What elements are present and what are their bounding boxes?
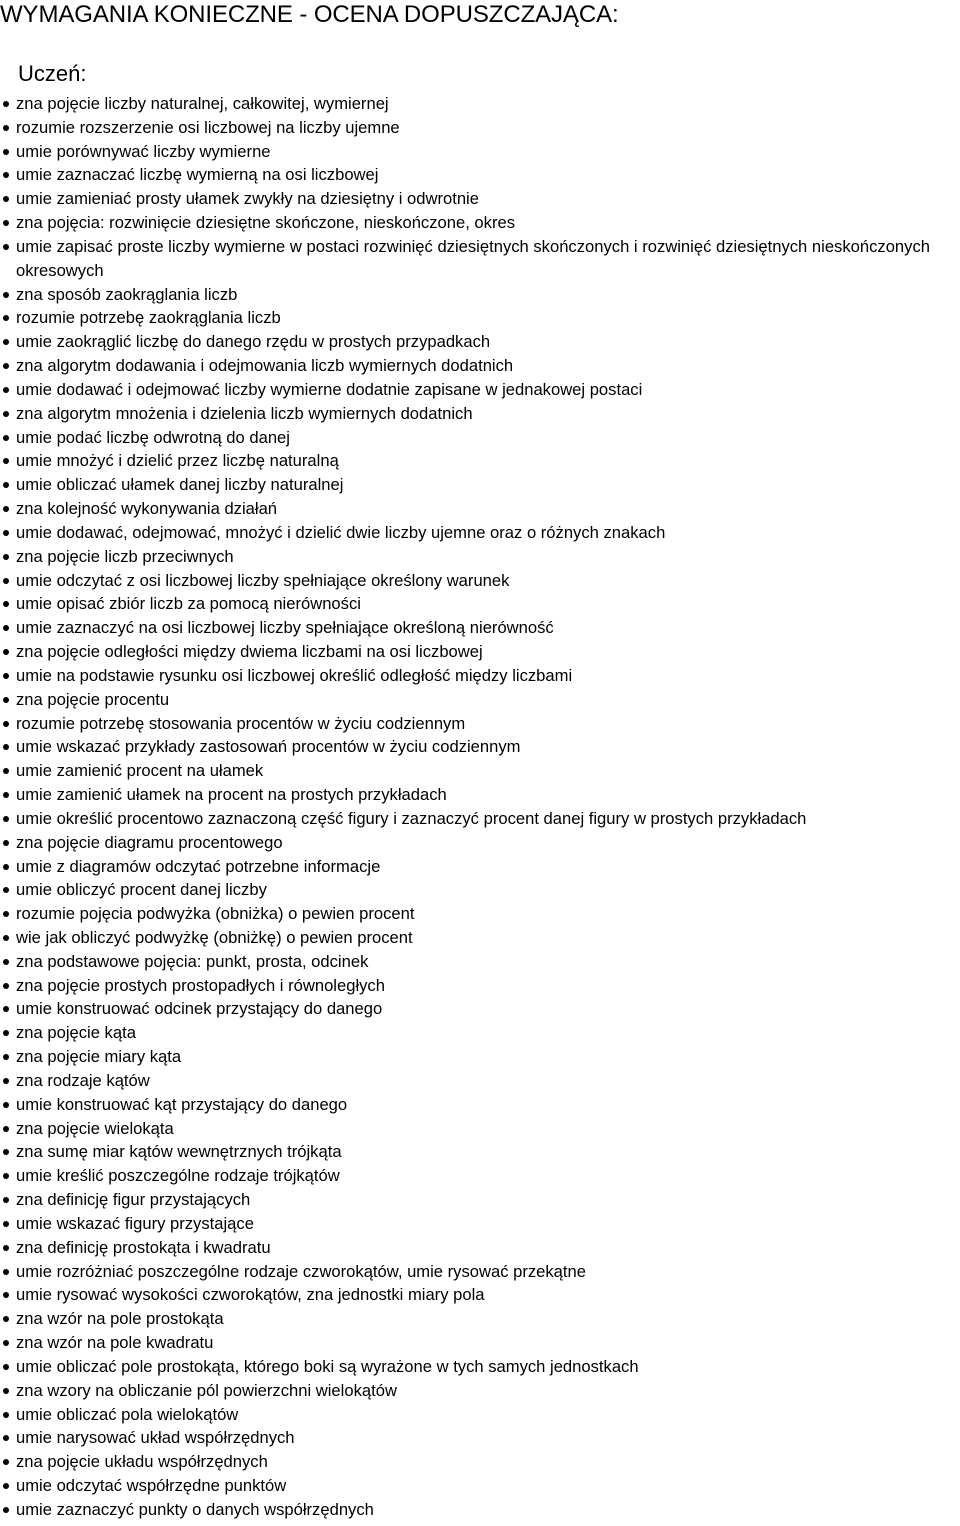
list-item <box>0 616 960 640</box>
bullet-icon <box>3 959 9 965</box>
list-item <box>0 640 960 664</box>
list-item-text: rozumie pojęcia podwyżka (obniżka) o pewien procent <box>16 904 415 924</box>
bullet-icon <box>3 149 9 155</box>
list-item-text: umie podać liczbę odwrotną do danej <box>16 427 290 447</box>
list-item <box>0 426 960 450</box>
list-item-text: umie obliczyć procent danej liczby <box>16 880 267 900</box>
list-item <box>0 306 960 330</box>
list-item-text: zna pojęcie układu współrzędnych <box>16 1452 268 1472</box>
list-item-text: zna pojęcie prostych prostopadłych i równoległych <box>16 975 385 995</box>
list-item <box>0 1474 960 1498</box>
list-item <box>0 1045 960 1069</box>
list-item <box>0 712 960 736</box>
list-item <box>0 187 960 211</box>
list-item <box>0 831 960 855</box>
list-item-text: zna sumę miar kątów wewnętrznych trójkąta <box>16 1142 342 1162</box>
list-item-text: umie kreślić poszczególne rodzaje trójkątów <box>16 1166 340 1186</box>
list-item <box>0 1093 960 1117</box>
list-item-text: umie dodawać, odejmować, mnożyć i dzielić dwie liczby ujemne oraz o różnych znakach <box>16 522 666 542</box>
list-item-text: zna algorytm mnożenia i dzielenia liczb wymiernych dodatnich <box>16 403 473 423</box>
requirements-list <box>0 92 960 1522</box>
bullet-icon <box>3 125 9 131</box>
list-item <box>0 1021 960 1045</box>
bullet-icon <box>3 101 9 107</box>
list-item-text: zna pojęcie liczb przeciwnych <box>16 546 234 566</box>
bullet-icon <box>3 244 9 250</box>
list-item <box>0 1283 960 1307</box>
list-item <box>0 759 960 783</box>
list-item-text: umie zaznaczyć na osi liczbowej liczby spełniające określoną nierówność <box>16 618 554 638</box>
list-item-text: umie obliczać pole prostokąta, którego boki są wyrażone w tych samych jednostkach <box>16 1356 639 1376</box>
list-item <box>0 402 960 426</box>
list-item-text: zna definicję figur przystających <box>16 1190 251 1210</box>
bullet-icon <box>3 435 9 441</box>
list-item <box>0 735 960 759</box>
list-item-text: zna rodzaje kątów <box>16 1070 150 1090</box>
list-item <box>0 497 960 521</box>
list-item-text: umie zamienić ułamek na procent na prostych przykładach <box>16 785 447 805</box>
bullet-icon <box>3 554 9 560</box>
list-item-text: zna pojęcie kąta <box>16 1023 136 1043</box>
list-item-text: rozumie rozszerzenie osi liczbowej na liczby ujemne <box>16 117 400 137</box>
list-item <box>0 807 960 831</box>
list-item-text: rozumie potrzebę stosowania procentów w życiu codziennym <box>16 713 466 733</box>
bullet-icon <box>3 935 9 941</box>
list-item <box>0 950 960 974</box>
bullet-icon <box>3 816 9 822</box>
list-item <box>0 1188 960 1212</box>
bullet-icon <box>3 1221 9 1227</box>
list-item <box>0 1212 960 1236</box>
list-item-text: umie narysować układ współrzędnych <box>16 1428 295 1448</box>
list-item-text: umie porównywać liczby wymierne <box>16 141 271 161</box>
list-item <box>0 354 960 378</box>
list-item <box>0 1307 960 1331</box>
bullet-icon <box>3 1507 9 1513</box>
list-item-text: umie obliczać ułamek danej liczby naturalnej <box>16 475 344 495</box>
list-item <box>0 1379 960 1403</box>
list-item <box>0 378 960 402</box>
bullet-icon <box>3 673 9 679</box>
list-item <box>0 569 960 593</box>
list-item-text: zna wzór na pole prostokąta <box>16 1309 224 1329</box>
list-item-text: umie rysować wysokości czworokątów, zna jednostki miary pola <box>16 1285 485 1305</box>
bullet-icon <box>3 864 9 870</box>
list-item <box>0 1236 960 1260</box>
list-item <box>0 116 960 140</box>
list-item <box>0 1069 960 1093</box>
list-item <box>0 1426 960 1450</box>
bullet-icon <box>3 1483 9 1489</box>
list-item-text: zna pojęcia: rozwinięcie dziesiętne skończone, nieskończone, okres <box>16 213 516 233</box>
list-item <box>0 545 960 569</box>
list-item-text: umie opisać zbiór liczb za pomocą nierówności <box>16 594 361 614</box>
bullet-icon <box>3 1078 9 1084</box>
list-item-text: zna algorytm dodawania i odejmowania liczb wymiernych dodatnich <box>16 356 514 376</box>
list-item <box>0 902 960 926</box>
list-item <box>0 926 960 950</box>
list-item <box>0 235 960 283</box>
bullet-icon <box>3 983 9 989</box>
list-item-text: umie zaznaczyć punkty o danych współrzędnych <box>16 1499 374 1519</box>
list-item <box>0 1117 960 1141</box>
list-item-text: umie zaokrąglić liczbę do danego rzędu w prostych przypadkach <box>16 332 491 352</box>
bullet-icon <box>3 411 9 417</box>
list-item <box>0 997 960 1021</box>
list-item-text: zna wzór na pole kwadratu <box>16 1333 214 1353</box>
list-item-text: umie zapisać proste liczby wymierne w postaci rozwinięć dziesiętnych skończonych i rozwinięć dziesiętnych nieskończonych okresowych <box>16 236 930 280</box>
list-item <box>0 283 960 307</box>
bullet-icon <box>3 1245 9 1251</box>
list-item-text: zna pojęcie odległości między dwiema liczbami na osi liczbowej <box>16 642 483 662</box>
bullet-icon <box>3 697 9 703</box>
list-item-text: umie odczytać z osi liczbowej liczby spełniające określony warunek <box>16 570 510 590</box>
bullet-icon <box>3 792 9 798</box>
bullet-icon <box>3 1126 9 1132</box>
list-item <box>0 855 960 879</box>
list-item-text: wie jak obliczyć podwyżkę (obniżkę) o pewien procent <box>16 927 413 947</box>
bullet-icon <box>3 721 9 727</box>
list-item <box>0 521 960 545</box>
list-item <box>0 449 960 473</box>
list-item <box>0 330 960 354</box>
list-item-text: umie obliczać pola wielokątów <box>16 1404 239 1424</box>
list-item-text: umie określić procentowo zaznaczoną część figury i zaznaczyć procent danej figury w prostych przykładach <box>16 808 807 828</box>
bullet-icon <box>3 578 9 584</box>
list-item <box>0 1498 960 1522</box>
student-heading: Uczeń: <box>18 61 87 86</box>
list-item-text: umie konstruować kąt przystający do danego <box>16 1094 348 1114</box>
list-item-text: umie mnożyć i dzielić przez liczbę naturalną <box>16 451 339 471</box>
list-item <box>0 592 960 616</box>
bullet-icon <box>3 387 9 393</box>
list-item-text: zna podstawowe pojęcia: punkt, prosta, odcinek <box>16 951 369 971</box>
bullet-icon <box>3 530 9 536</box>
list-item <box>0 92 960 116</box>
list-item <box>0 783 960 807</box>
list-item <box>0 878 960 902</box>
list-item <box>0 1403 960 1427</box>
bullet-icon <box>3 840 9 846</box>
list-item-text: umie wskazać figury przystające <box>16 1213 254 1233</box>
list-item <box>0 473 960 497</box>
list-item-text: umie konstruować odcinek przystający do danego <box>16 999 383 1019</box>
list-item <box>0 140 960 164</box>
bullet-icon <box>3 1364 9 1370</box>
list-item-text: zna pojęcie diagramu procentowego <box>16 832 283 852</box>
list-item <box>0 1164 960 1188</box>
list-item-text: umie zamienić procent na ułamek <box>16 761 264 781</box>
bullet-icon <box>3 1388 9 1394</box>
bullet-icon <box>3 1102 9 1108</box>
list-item <box>0 1355 960 1379</box>
list-item-text: umie wskazać przykłady zastosowań procentów w życiu codziennym <box>16 737 521 757</box>
list-item <box>0 163 960 187</box>
list-item-text: zna pojęcie wielokąta <box>16 1118 174 1138</box>
list-item-text: umie z diagramów odczytać potrzebne informacje <box>16 856 381 876</box>
list-item-text: umie rozróżniać poszczególne rodzaje czworokątów, umie rysować przekątne <box>16 1261 586 1281</box>
list-item <box>0 211 960 235</box>
list-item-text: zna pojęcie procentu <box>16 689 170 709</box>
list-item-text: zna sposób zaokrąglania liczb <box>16 284 238 304</box>
bullet-icon <box>3 1412 9 1418</box>
list-item-text: umie zamieniać prosty ułamek zwykły na dziesiętny i odwrotnie <box>16 189 479 209</box>
list-item-text: umie zaznaczać liczbę wymierną na osi liczbowej <box>16 165 379 185</box>
bullet-icon <box>3 292 9 298</box>
page-title: WYMAGANIA KONIECZNE - OCENA DOPUSZCZAJĄCA: <box>0 1 619 28</box>
list-item-text: zna kolejność wykonywania działań <box>16 499 278 519</box>
list-item-text: rozumie potrzebę zaokrąglania liczb <box>16 308 281 328</box>
list-item-text: zna definicję prostokąta i kwadratu <box>16 1237 271 1257</box>
bullet-icon <box>3 1269 9 1275</box>
list-item <box>0 1260 960 1284</box>
list-item-text: zna wzory na obliczanie pól powierzchni wielokątów <box>16 1380 397 1400</box>
list-item-text: umie dodawać i odejmować liczby wymierne dodatnie zapisane w jednakowej postaci <box>16 379 643 399</box>
list-item-text: zna pojęcie miary kąta <box>16 1047 182 1067</box>
bullet-icon <box>3 649 9 655</box>
list-item <box>0 1140 960 1164</box>
list-item <box>0 688 960 712</box>
list-item <box>0 1331 960 1355</box>
list-item-text: zna pojęcie liczby naturalnej, całkowitej, wymiernej <box>16 94 389 113</box>
list-item <box>0 974 960 998</box>
list-item <box>0 664 960 688</box>
list-item <box>0 1450 960 1474</box>
list-item-text: umie na podstawie rysunku osi liczbowej określić odległość między liczbami <box>16 665 573 685</box>
list-item-text: umie odczytać współrzędne punktów <box>16 1476 287 1496</box>
